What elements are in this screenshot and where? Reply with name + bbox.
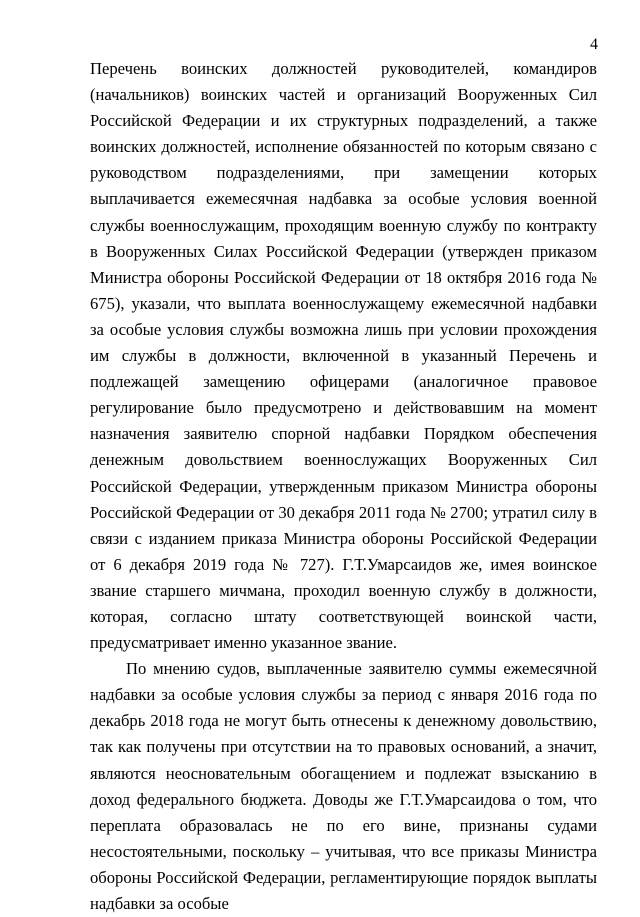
- paragraph-courts-opinion: По мнению судов, выплаченные заявителю суммы ежемесячной надбавки за особые условия службы за период с января 2016 года по декабрь 2018 года не могут быть отнесены к денежному довольствию, так как получены при отсутствии на то правовых оснований, а значит, являются неосновательным обогащением и подлежат взысканию в доход федерального бюджета. Доводы же Г.Т.Умарсаидова о том, что переплата образовалась не по его вине, признаны судами несостоятельными, поскольку – учитывая, что все приказы Министра обороны Российской Федерации, регламентирующие порядок выплаты надбавки за особые: [90, 659, 597, 913]
- document-body: [90, 56, 597, 917]
- page-number: 4: [590, 36, 598, 53]
- paragraph-continuation: Перечень воинских должностей руководителей, командиров (начальников) воинских частей и организаций Вооруженных Сил Российской Федерации и их структурных подразделений, а также воинских должностей, исполнение обязанностей по которым связано с руководством подразделениями, при замещении которых выплачивается ежемесячная надбавка за особые условия военной службы военнослужащим, проходящим военную службу по контракту в Вооруженных Силах Российской Федерации (утвержден приказом Министра обороны Российской Федерации от 18 октября 2016 года № 675), указали, что выплата военнослужащему ежемесячной надбавки за особые условия службы возможна лишь при условии прохождения им службы в должности, включенной в указанный Перечень и подлежащей замещению офицерами (аналогичное правовое регулирование было предусмотрено и действовавшим на момент назначения заявителю спорной надбавки Порядком обеспечения денежным довольствием военнослужащих Вооруженных Сил Российской Федерации, утвержденным приказом Министра обороны Российской Федерации от 30 декабря 2011 года № 2700; утратил силу в связи с изданием приказа Министра обороны Российской Федерации от 6 декабря 2019 года № 727). Г.Т.Умарсаидов же, имея воинское звание старшего мичмана, проходил военную службу в должности, которая, согласно штату соответствующей воинской части, предусматривает именно указанное звание.: [90, 59, 597, 653]
